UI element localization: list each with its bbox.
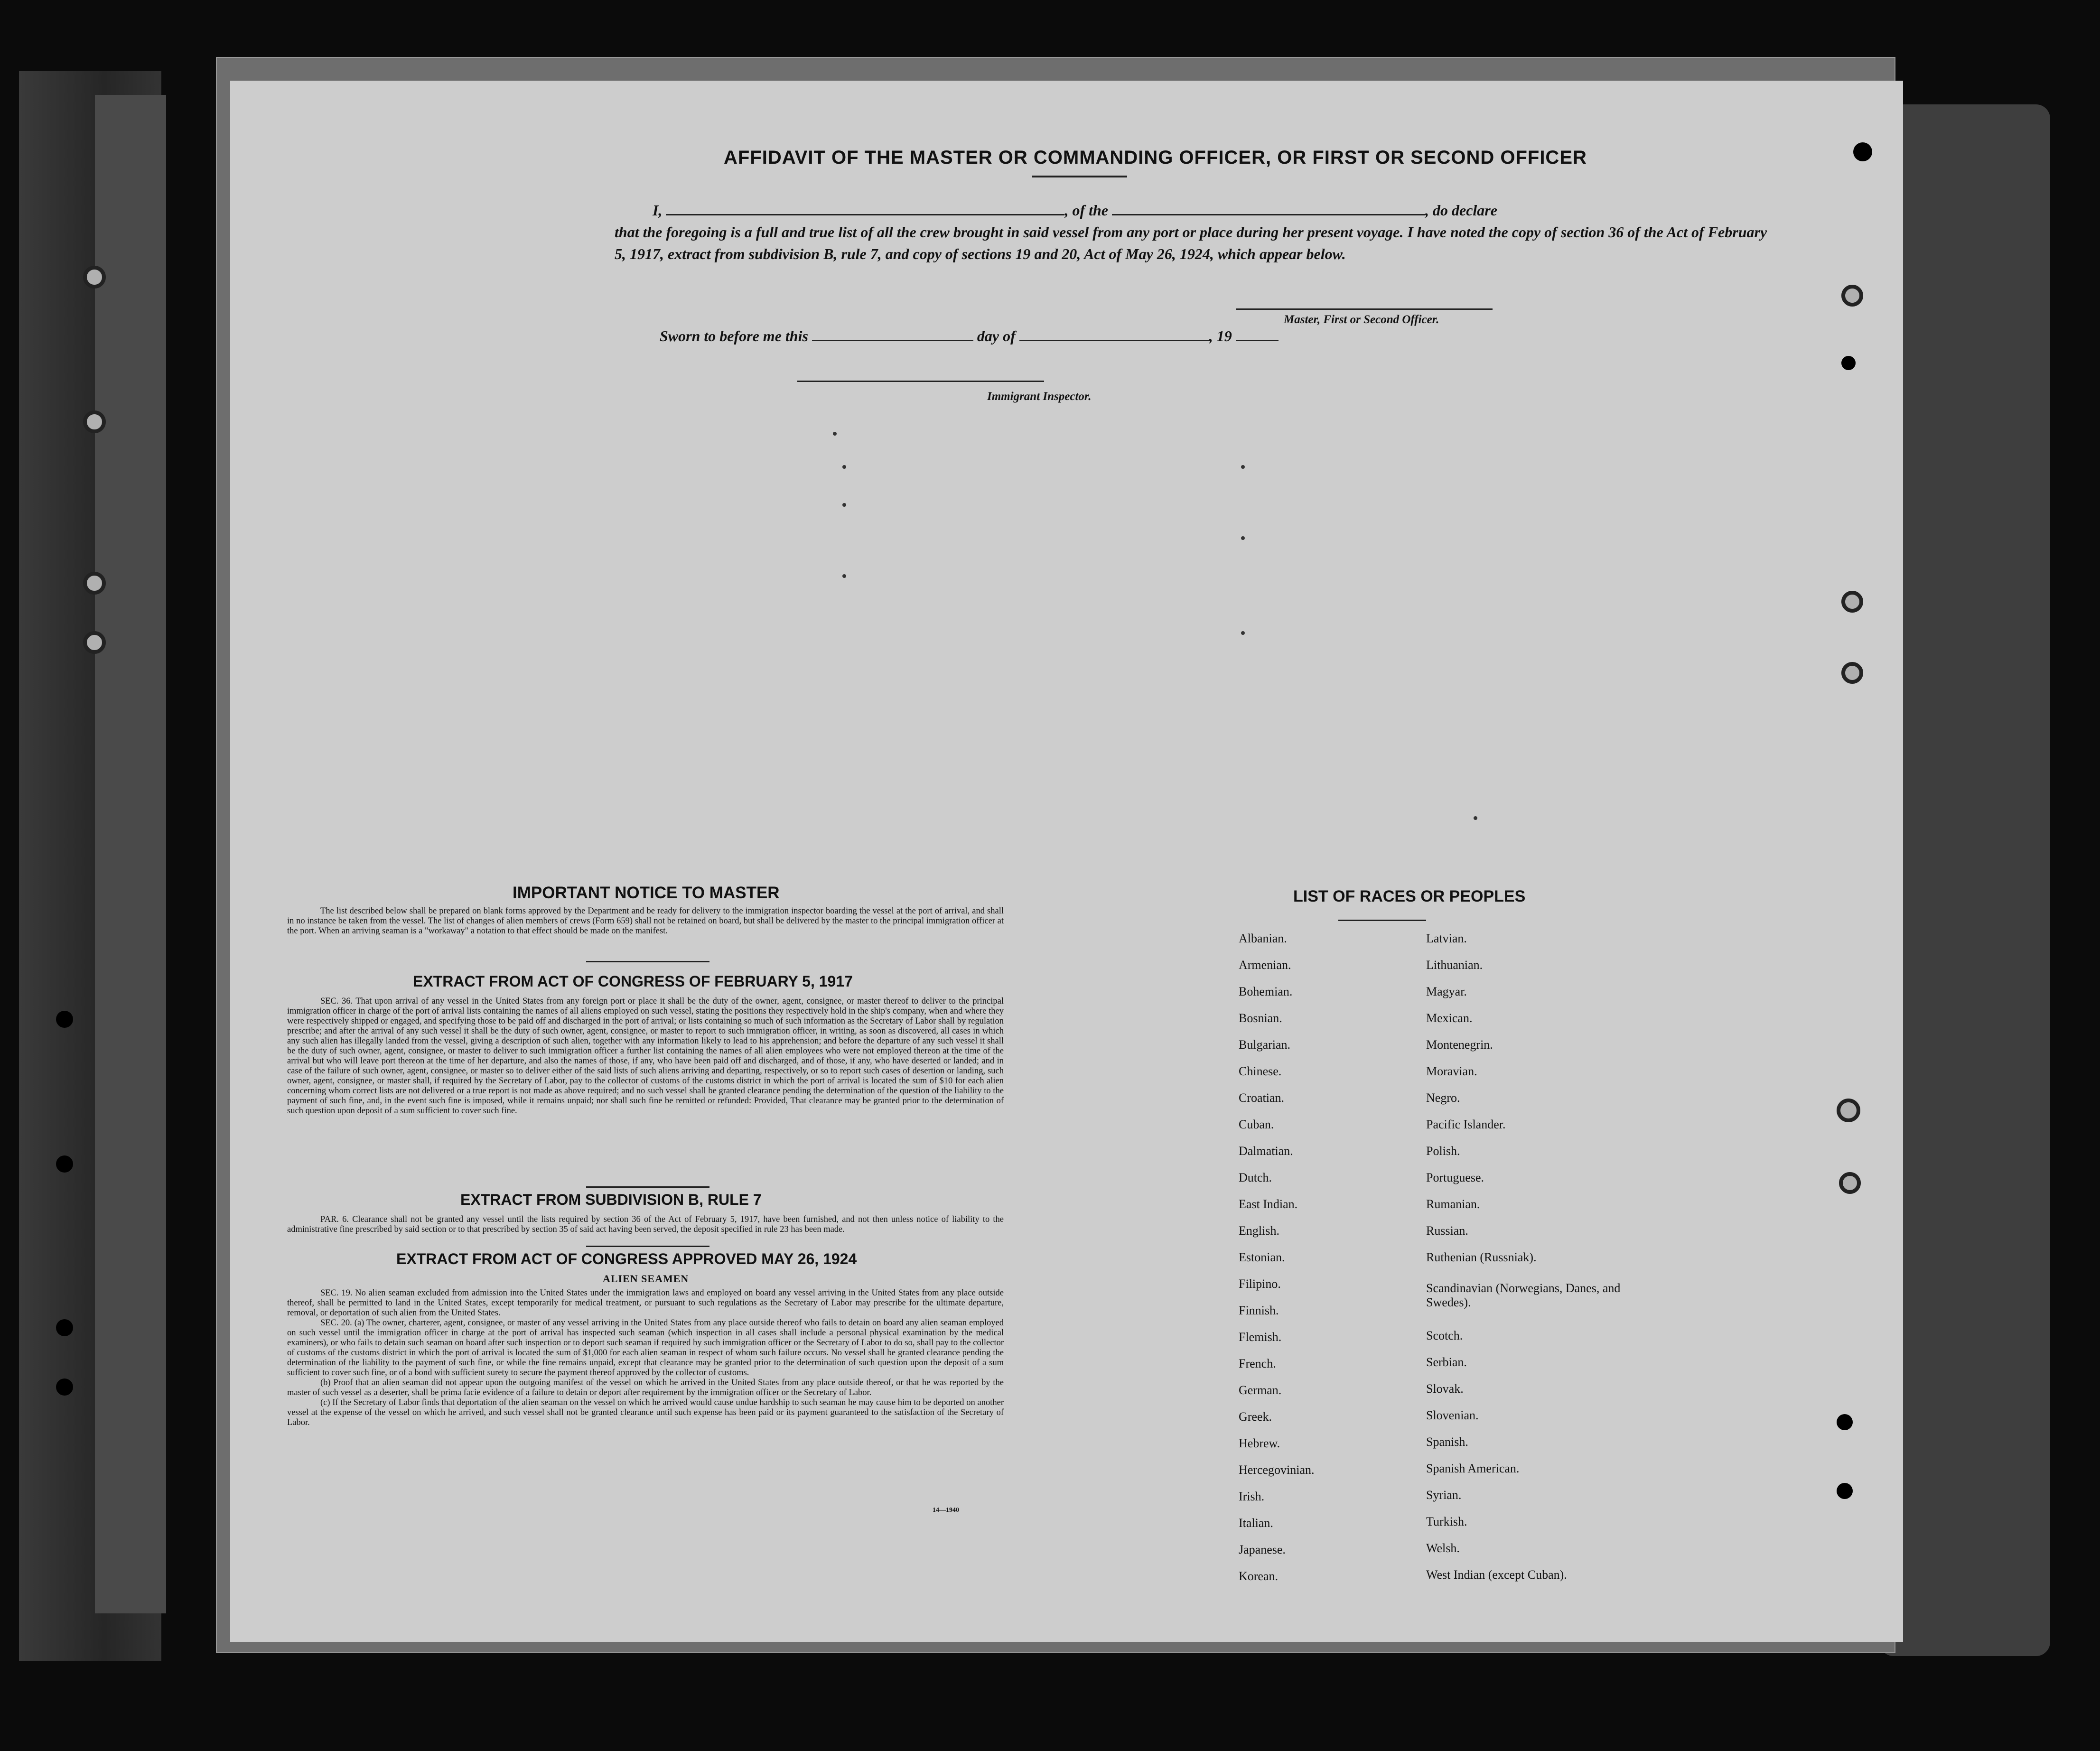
extract-rule7-text: PAR. 6. Clearance shall not be granted any vessel until the lists required by section 36 of the Act of February 5, 1917, have been furnished, and not then unless notice of liability to the administrative fine prescribed by said section or to that prescribed by section 35 of said act having been served, the deposit specified in rule 23 has been made.: [287, 1215, 1004, 1234]
faint-mark: [1241, 536, 1245, 540]
notice-text: The list described below shall be prepared on blank forms approved by the Department and be ready for delivery to the immigration inspector boarding the vessel at the port of arrival, and shall in no instance be taken from the vessel. The list of changes of alien members of crews (Form 659) shall not be retained on board, but shall be delivered by the master to the principal immigration officer at the port. When an arriving seaman is a "workaway" a notation to that effect should be made on the manifest.: [287, 906, 1004, 936]
race-item: Slovak.: [1426, 1382, 1464, 1396]
signature-label: Master, First or Second Officer.: [1284, 313, 1439, 326]
race-item: German.: [1239, 1383, 1282, 1397]
race-item: Serbian.: [1426, 1355, 1467, 1369]
binder-hole: [83, 410, 106, 433]
inspector-line: [797, 381, 1044, 382]
race-item: Pacific Islander.: [1426, 1118, 1506, 1131]
race-item: Welsh.: [1426, 1541, 1460, 1555]
extract-1917-heading: EXTRACT FROM ACT OF CONGRESS OF FEBRUARY 5, 1917: [413, 973, 853, 990]
race-item: Scotch.: [1426, 1329, 1463, 1342]
sec20a-text: SEC. 20. (a) The owner, charterer, agent, consignee, or master of any vessel arriving in the United States from any place outside thereof who fails to detain on board any alien seaman employed on such vessel until the immigration officer in charge at the port of arrival has inspected such seaman (which inspection in all cases shall include a personal physical examination by the medical examiners), or who fails to detain such seaman on board after such inspection or to deport such seaman if required by such immigration officer or the Secretary of Labor to do so, shall pay to the collector of customs of the customs district in which the port of arrival is located the sum of $1,000 for each alien seaman in respect of whom such failure occurs. No vessel shall be granted clearance pending the determination of the liability to the payment of such fine, or while the fine remains unpaid, except that clearance may be granted prior to the determination of such question upon the deposit of a sum sufficient to cover such fine, or of a bond with sufficient surety to secure the payment thereof approved by the collector of customs.: [287, 1318, 1004, 1378]
day-blank: [812, 340, 973, 341]
sworn-year: , 19: [1209, 327, 1232, 345]
sworn-prefix: Sworn to before me this: [660, 327, 808, 345]
name-blank: [666, 214, 1064, 215]
race-item: Flemish.: [1239, 1330, 1282, 1344]
race-item: Greek.: [1239, 1410, 1272, 1424]
vessel-blank: [1112, 214, 1425, 215]
binder-hole: [83, 266, 106, 289]
extract-rule7-heading: EXTRACT FROM SUBDIVISION B, RULE 7: [460, 1191, 762, 1208]
race-item: Croatian.: [1239, 1091, 1285, 1105]
affidavit-line1-suffix: , do declare: [1425, 202, 1497, 219]
race-item: Ruthenian (Russniak).: [1426, 1250, 1537, 1264]
year-blank: [1236, 340, 1279, 341]
race-item: Polish.: [1426, 1144, 1460, 1158]
affidavit-body: that the foregoing is a full and true list of all the crew brought in said vessel from any port or place during her present voyage. I have noted the copy of section 36 of the Act of February 5, 1917, extract from subdivision B, rule 7, and copy of sections 19 and 20, Act of May 26, 1924, which appear below.: [615, 224, 1767, 262]
page-hole: [1839, 1172, 1861, 1194]
affidavit-line1-middle: , of the: [1064, 202, 1108, 219]
document-page: [230, 81, 1903, 1642]
race-item: Magyar.: [1426, 985, 1467, 998]
faint-mark: [1241, 465, 1245, 469]
notice-heading: IMPORTANT NOTICE TO MASTER: [513, 884, 780, 902]
race-item: Spanish American.: [1426, 1462, 1520, 1475]
race-item: Korean.: [1239, 1569, 1279, 1583]
form-code: 14—1940: [933, 1507, 959, 1514]
race-item: Montenegrin.: [1426, 1038, 1493, 1052]
race-item: Mexican.: [1426, 1011, 1473, 1025]
page-hole: [1837, 1414, 1853, 1430]
page-hole: [1841, 662, 1863, 684]
race-item: Bosnian.: [1239, 1011, 1282, 1025]
affidavit-heading: AFFIDAVIT OF THE MASTER OR COMMANDING OFFICER, OR FIRST OR SECOND OFFICER: [724, 147, 1587, 168]
race-item: Negro.: [1426, 1091, 1460, 1105]
race-item: Lithuanian.: [1426, 958, 1483, 972]
page-hole: [1837, 1099, 1860, 1122]
race-item: West Indian (except Cuban).: [1426, 1568, 1567, 1582]
binder-hole: [56, 1011, 73, 1028]
race-item: Irish.: [1239, 1490, 1265, 1503]
faint-mark: [1474, 816, 1477, 820]
race-item: Bohemian.: [1239, 985, 1293, 998]
race-item: Slovenian.: [1426, 1408, 1479, 1422]
race-item: Spanish.: [1426, 1435, 1468, 1449]
divider: [1338, 920, 1426, 921]
race-item: Japanese.: [1239, 1543, 1286, 1556]
faint-mark: [842, 503, 846, 507]
race-item: Chinese.: [1239, 1064, 1282, 1078]
affidavit-text: [615, 199, 1768, 265]
race-item: Finnish.: [1239, 1304, 1279, 1317]
binder-hole: [83, 572, 106, 595]
race-item: Armenian.: [1239, 958, 1291, 972]
sec19-text: SEC. 19. No alien seaman excluded from admission into the United States under the immigration laws and employed on board any vessel arriving in the United States from any place outside thereof, shall be permitted to land in the United States, except temporarily for medical treatment, or pursuant to such regulations as the Secretary of Labor may prescribe for the ultimate departure, removal, or deportation of such alien from the United States.: [287, 1288, 1004, 1318]
binder-hole: [56, 1378, 73, 1396]
binder-hole: [83, 631, 106, 654]
extract-1924-heading: EXTRACT FROM ACT OF CONGRESS APPROVED MAY 26, 1924: [396, 1250, 857, 1267]
faint-mark: [842, 465, 846, 469]
faint-mark: [833, 432, 837, 436]
page-hole: [1841, 591, 1863, 613]
signature-line: [1236, 308, 1493, 310]
race-item: Latvian.: [1426, 931, 1467, 945]
race-item: Russian.: [1426, 1224, 1468, 1238]
race-item: English.: [1239, 1224, 1279, 1238]
back-sheet: [1879, 104, 2050, 1656]
race-item: Turkish.: [1426, 1515, 1467, 1528]
inspector-label: Immigrant Inspector.: [987, 390, 1092, 403]
page-hole: [1841, 285, 1863, 307]
race-item: Italian.: [1239, 1516, 1273, 1530]
races-heading: LIST OF RACES OR PEOPLES: [1293, 887, 1526, 905]
faint-mark: [1241, 631, 1245, 635]
sworn-day: day of: [977, 327, 1016, 345]
extract-1924-subheading: ALIEN SEAMEN: [603, 1273, 689, 1285]
month-blank: [1019, 340, 1209, 341]
sec20b-text: (b) Proof that an alien seaman did not appear upon the outgoing manifest of the vessel on which he arrived in the United States from any place outside thereof, or that he was reported by the master of such vessel as a deserter, shall be prima facie evidence of a failure to detain or deport after requirement by the immigration officer or the Secretary of Labor.: [287, 1378, 1004, 1397]
race-item: Portuguese.: [1426, 1171, 1484, 1184]
page-hole: [1853, 142, 1872, 161]
race-item: French.: [1239, 1357, 1276, 1370]
race-item: East Indian.: [1239, 1197, 1298, 1211]
binder-hole: [56, 1319, 73, 1336]
divider: [586, 1246, 709, 1247]
binder-strip: [95, 95, 166, 1613]
race-item: Hercegovinian.: [1239, 1463, 1315, 1477]
race-item: Moravian.: [1426, 1064, 1477, 1078]
race-item: Albanian.: [1239, 931, 1287, 945]
race-item: Estonian.: [1239, 1250, 1285, 1264]
page-hole: [1837, 1483, 1853, 1499]
race-item: Rumanian.: [1426, 1197, 1480, 1211]
divider: [586, 961, 709, 962]
affidavit-line1-prefix: I,: [653, 202, 663, 219]
binder-hole: [56, 1155, 73, 1173]
race-item: Hebrew.: [1239, 1436, 1280, 1450]
race-item: Filipino.: [1239, 1277, 1281, 1291]
extract-1924-body: [287, 1288, 1004, 1428]
faint-mark: [842, 574, 846, 578]
race-item: Cuban.: [1239, 1118, 1274, 1131]
divider: [586, 1186, 709, 1188]
divider: [1032, 176, 1127, 177]
race-item: Syrian.: [1426, 1488, 1462, 1502]
sworn-line: [660, 327, 1279, 345]
page-hole: [1841, 356, 1856, 370]
race-item: Scandinavian (Norwegians, Danes, and Swedes).: [1426, 1281, 1621, 1309]
sec20c-text: (c) If the Secretary of Labor finds that deportation of the alien seaman on the vessel on which he arrived would cause undue hardship to such seaman he may cause him to be deported on another vessel at the expense of the vessel on which he arrived, and such vessel shall not be granted clearance until such expense has been paid or its payment guaranteed to the satisfaction of the Secretary of Labor.: [287, 1398, 1004, 1427]
race-item: Dutch.: [1239, 1171, 1272, 1184]
race-item: Dalmatian.: [1239, 1144, 1293, 1158]
race-item: Bulgarian.: [1239, 1038, 1291, 1052]
extract-1917-text: SEC. 36. That upon arrival of any vessel in the United States from any foreign port or place it shall be the duty of the owner, agent, consignee, or master thereof to deliver to the principal immigration officer in charge of the port of arrival lists containing the names of all aliens employed on such vessel, stating the positions they respectively hold in the ship's company, when and where they were respectively shipped or engaged, and specifying those to be paid off and discharged in the port of arrival; or lists containing so much of such information as the Secretary of Labor shall by regulation prescribe; and after the arrival of any such vessel it shall be the duty of such owner, agent, consignee, or master to report to such immigration officer, in writing, as soon as discovered, all cases in which any such alien has illegally landed from the vessel, giving a description of such alien, together with any information likely to lead to his apprehension; and before the departure of any such vessel it shall be the duty of such owner, agent, consignee, or master to deliver to such immigration officer a further list containing the names of all alien employees who were not employed thereon at the time of the arrival but who will leave port thereon at the time of her departure, and also the names of those, if any, who have been paid off and discharged, and of those, if any, who have deserted or landed; and in case of the failure of such owner, agent, consignee, or master so to deliver either of the said lists of such aliens arriving and departing, respectively, or so to report such cases of desertion or landing, such owner, agent, consignee, or master shall, if required by the Secretary of Labor, pay to the collector of customs of the customs district in which the port of arrival is located the sum of $10 for each alien concerning whom correct lists are not delivered or a true report is not made as above required; and no such vessel shall be granted clearance pending the determination of the question of the liability to the payment of such fine, and, in the event such fine is imposed, while it remains unpaid; nor shall such fine be remitted or refunded: Provided, That clearance may be granted prior to the determination of such question upon deposit of a sum sufficient to cover such fine.: [287, 997, 1004, 1116]
